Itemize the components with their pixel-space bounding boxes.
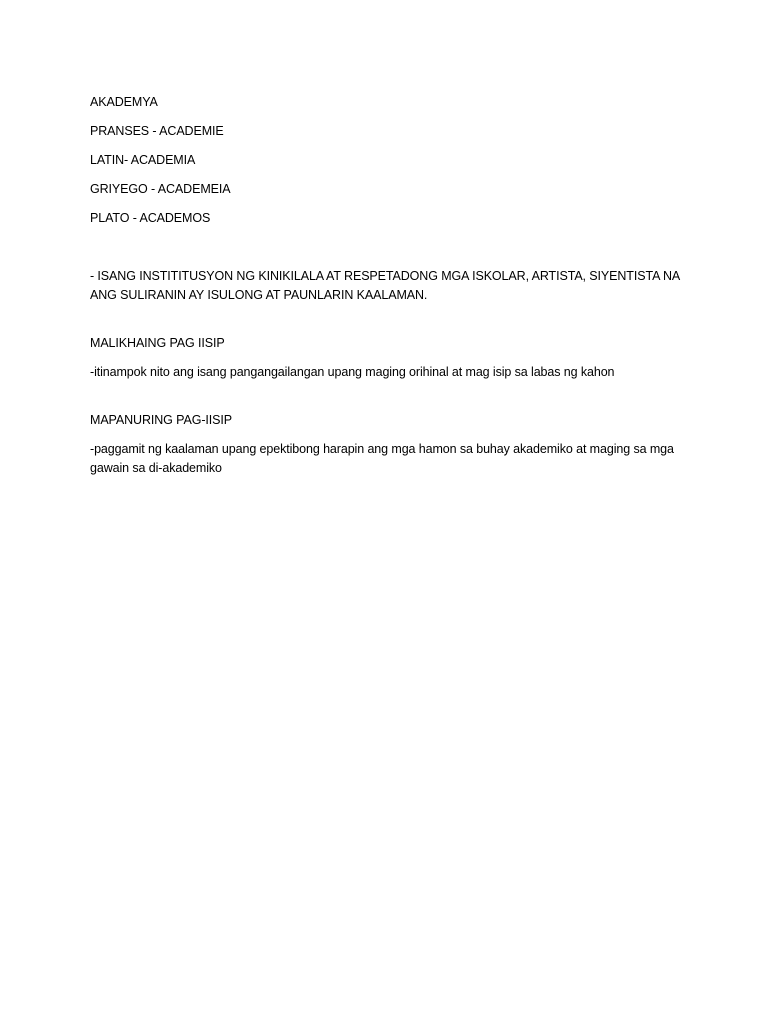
spacer — [90, 382, 680, 411]
definition-paragraph: - ISANG INSTITITUSYON NG KINIKILALA AT RESPETADONG MGA ISKOLAR, ARTISTA, SIYENTISTA NA ANG SULIRANIN AY ISULONG AT PAUNLARIN KAALAMAN. — [90, 269, 680, 302]
etymology-term: AKADEMYA — [90, 95, 158, 109]
etymology-plato: PLATO - ACADEMOS — [90, 211, 211, 225]
section-heading-mapanuring: MAPANURING PAG-IISIP — [90, 413, 233, 427]
section-heading-malikhaing: MALIKHAING PAG IISIP — [90, 336, 225, 350]
section-body-mapanuring: -paggamit ng kaalaman upang epektibong harapin ang mga hamon sa buhay akademiko at maging sa mga gawain sa di-akademiko — [90, 442, 674, 475]
etymology-list — [90, 93, 680, 228]
etymology-french: PRANSES - ACADEMIE — [90, 124, 224, 138]
spacer — [90, 238, 680, 267]
section-body-malikhaing: -itinampok nito ang isang pangangailangan upang maging orihinal at mag isip sa labas ng kahon — [90, 365, 615, 379]
document-body — [90, 93, 680, 478]
etymology-greek: GRIYEGO - ACADEMEIA — [90, 182, 231, 196]
etymology-latin: LATIN- ACADEMIA — [90, 153, 196, 167]
spacer — [90, 305, 680, 334]
